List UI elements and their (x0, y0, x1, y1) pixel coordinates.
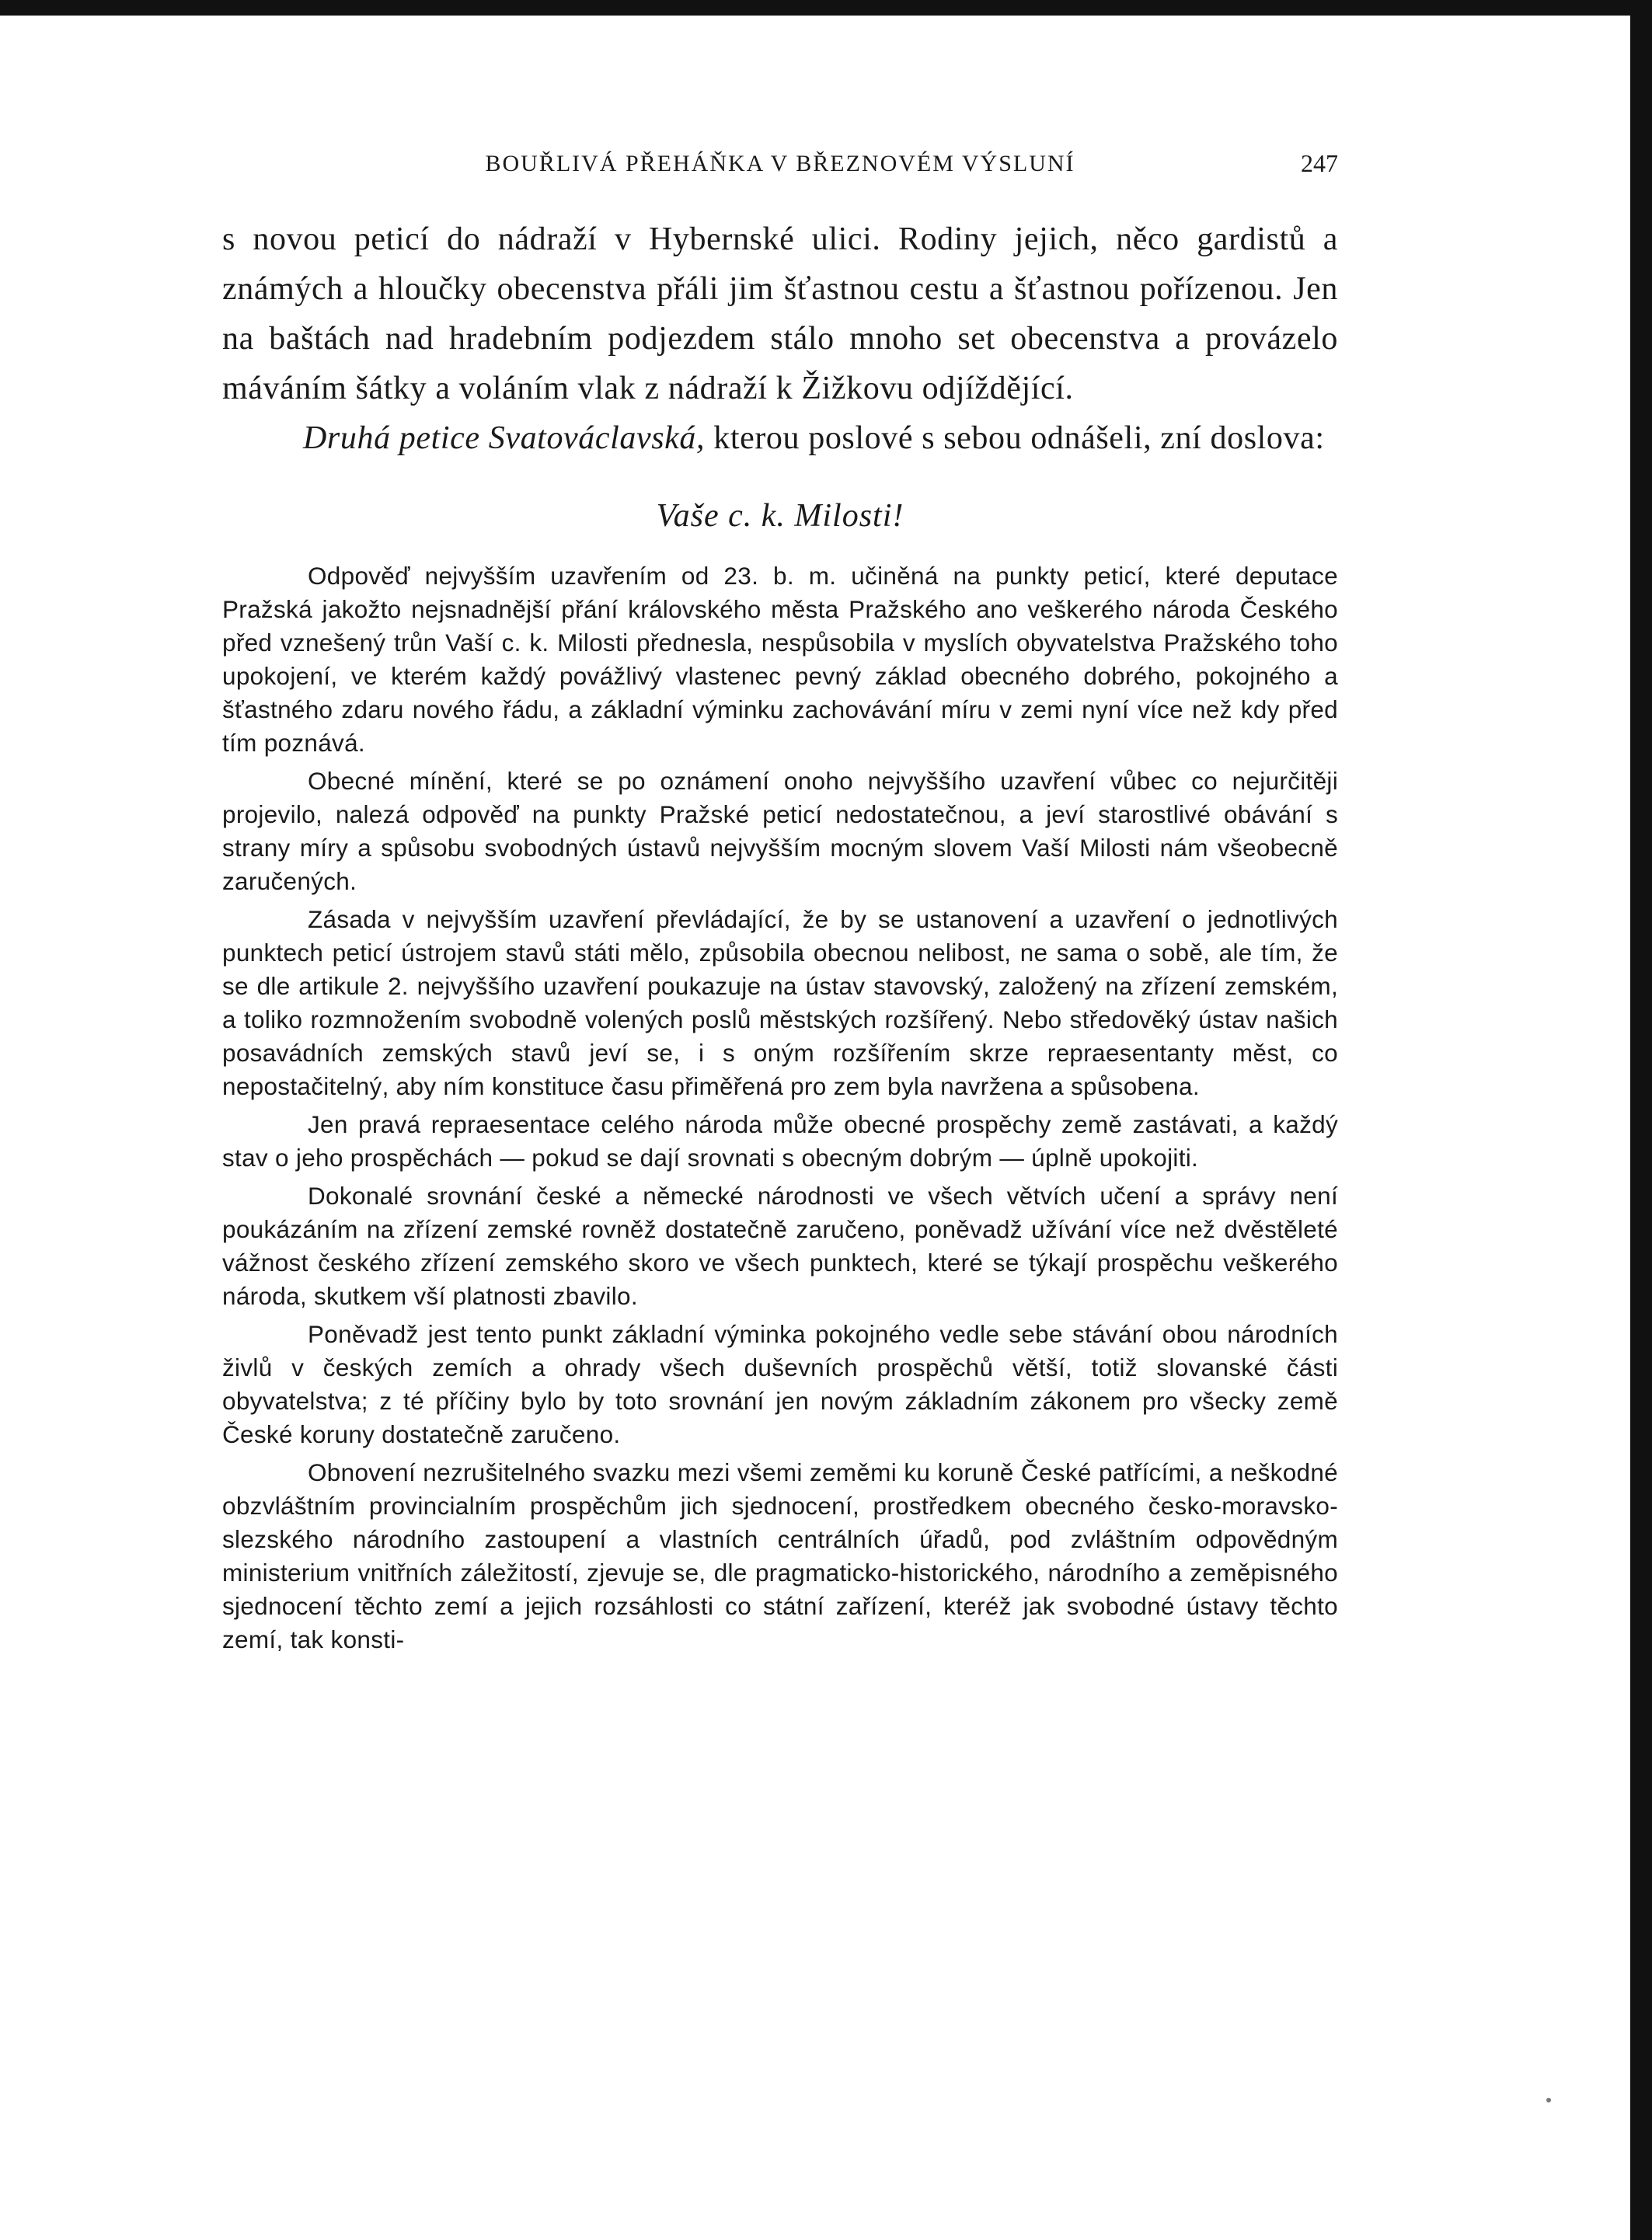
petition-paragraph: Obnovení nezrušitelného svazku mezi všemi zeměmi ku koruně České patřícími, a neškodné obzvláštním provincialním prospěchům jich sjednocení, prostředkem obecného česko-moravsko-slezského národního zastoupení a vlastních centrálních úřadů, pod zvláštním odpovědným ministerium vnitřních záležitostí, zjevuje se, dle pragmaticko-historického, národního a zeměpisného sjednocení těchto zemí a jejich rozsáhlosti co státní zařízení, kteréž jak svobodné ústavy těchto zemí, tak konsti- (222, 1458, 1338, 1653)
intro-text (222, 214, 1338, 463)
intro-paragraph: s novou peticí do nádraží v Hybernské ulici. Rodiny jejich, něco gardistů a známých a hloučky obecenstva přáli jim šťastnou cestu a šťastnou pořízenou. Jen na baštách nad hradebním podjezdem stálo mnoho set obecenstva a provázelo máváním šátky a voláním vlak z nádraží k Žižkovu odjíždějící. (222, 221, 1338, 406)
petition-paragraph: Jen pravá repraesentace celého národa může obecné prospěchy země zastávati, a každý stav o jeho prospěchách — pokud se dají srovnati s obecným dobrým — úplně upokojiti. (222, 1110, 1338, 1172)
scan-speck (1546, 2098, 1551, 2102)
petition-title: Druhá petice Svatováclavská, (303, 420, 706, 456)
running-head (222, 140, 1338, 186)
salutation: Vaše c. k. Milosti! (656, 498, 904, 534)
petition-paragraph: Poněvadž jest tento punkt základní výminka pokojného vedle sebe stávání obou národních živlů v českých zemích a ohrady všech duševních prospěchů větší, totiž slovanské části obyvatelstva; z té příčiny bylo by toto srovnání jen novým základním zákonem pro všecky země České koruny dostatečně zaručeno. (222, 1320, 1338, 1448)
petition-text (222, 559, 1338, 1656)
scan-border-right (1630, 0, 1652, 2240)
petition-paragraph: Dokonalé srovnání české a německé národnosti ve všech větvích učení a správy není poukázáním na zřízení zemské rovněž dostatečně zaručeno, poněvadž užívání více než dvěstěleté vážnost českého zřízení zemského skoro ve všech punktech, které se týkají prospěchu veškerého národa, skutkem vší platnosti zbavilo. (222, 1182, 1338, 1310)
running-title: BOUŘLIVÁ PŘEHÁŇKA V BŘEZNOVÉM VÝSLUNÍ (485, 151, 1075, 176)
page-number: 247 (1301, 149, 1338, 177)
petition-intro-rest: kterou poslové s sebou odnášeli, zní doslova: (705, 420, 1325, 456)
intro-paragraph-petition (222, 413, 1338, 463)
petition-paragraph: Zásada v nejvyšším uzavření převládající, že by se ustanovení a uzavření o jednotlivých punktech peticí ústrojem stavů státi mělo, způsobila obecnou nelibost, ne sama o sobě, ale tím, že se dle artikule 2. nejvyššího uzavření poukazuje na ústav stavovský, založený na zřízení zemském, a toliko rozmnožením svobodně volených poslů městských rozšířený. Nebo středověký ústav našich posavádních zemských stavů jeví se, i s oným rozšířením skrze repraesentanty měst, co nepostačitelný, aby ním konstituce času přiměřená pro zem byla navržena a spůsobena. (222, 905, 1338, 1100)
petition-paragraph: Obecné mínění, které se po oznámení onoho nejvyššího uzavření vůbec co nejurčitěji projevilo, nalezá odpověď na punkty Pražské peticí nedostatečnou, a jeví starostlivé obávání s strany míry a spůsobu svobodných ústavů nejvyšším mocným slovem Vaší Milosti nám všeobecně zaručených. (222, 767, 1338, 895)
petition-paragraph: Odpověď nejvyšším uzavřením od 23. b. m. učiněná na punkty peticí, které deputace Pražská jakožto nejsnadnější přání královského města Pražského ano veškerého národa Českého před vznešený trůn Vaší c. k. Milosti přednesla, nespůsobila v myslích obyvatelstva Pražského toho upokojení, ve kterém každý povážlivý vlastenec pevný základ obecného dobrého, pokojného a šťastného zdaru nového řádu, a základní výminku zachovávání míru v zemi nyní více než kdy před tím poznává. (222, 562, 1338, 757)
book-page (222, 140, 1338, 1656)
scan-border-top (0, 0, 1652, 16)
